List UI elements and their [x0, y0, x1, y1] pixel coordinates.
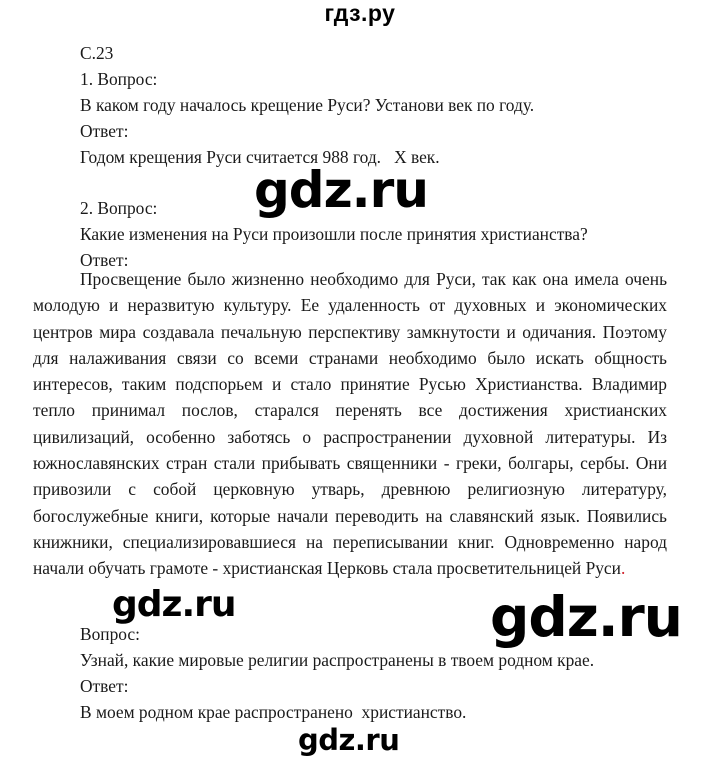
question-1-label: 1. Вопрос:	[80, 69, 158, 89]
watermark: gdz.ru	[112, 584, 236, 625]
answer-3-text: В моем родном крае распространено христианство.	[80, 702, 467, 722]
answer-1-text: Годом крещения Руси считается 988 год. Х век.	[80, 147, 440, 167]
question-2-label: 2. Вопрос:	[80, 198, 158, 218]
answer-2-end-mark: .	[620, 558, 626, 579]
question-1-text: В каком году началось крещение Руси? Установи век по году.	[80, 95, 535, 115]
answer-2-text: Просвещение было жизненно необходимо для Руси, так как она имела очень молодую и неразвитую культуру. Ее удаленность от духовных и экономических центров мира создавала печальную перспективу замкнутости и одичания. Поэтому для налаживания связи со всеми странами необходимо было искать общность интересов, таким подспорьем и стало принятие Русью Христианства. Владимир тепло принимал послов, старался перенять все достижения христианских цивилизаций, особенно заботясь о распространении духовной литературы. Из южнославянских стран стали прибывать священники - греки, болгары, сербы. Они привозили с собой церковную утварь, древнюю религиозную литературу, богослужебные книги, которые начали переводить на славянский язык. Появились книжники, специализировавшиеся на переписывании книг. Одновременно народ начали обучать грамоте - христианская Церковь стала просветительницей Руси	[33, 269, 667, 579]
answer-2-paragraph	[33, 266, 667, 582]
watermark: gdz.ru	[490, 585, 682, 649]
question-2-text: Какие изменения на Руси произошли после принятия христианства?	[80, 224, 588, 244]
page-reference: С.23	[80, 43, 114, 63]
site-title: гдз.ру	[324, 0, 396, 26]
watermark: gdz.ru	[298, 723, 400, 757]
answer-1-label: Ответ:	[80, 121, 129, 141]
answer-3-label: Ответ:	[80, 676, 129, 696]
question-3-text: Узнай, какие мировые религии распространены в твоем родном крае.	[80, 650, 595, 670]
question-3-label: Вопрос:	[80, 624, 140, 644]
answer-2-label: Ответ:	[80, 250, 129, 270]
watermark: gdz.ru	[254, 161, 428, 219]
